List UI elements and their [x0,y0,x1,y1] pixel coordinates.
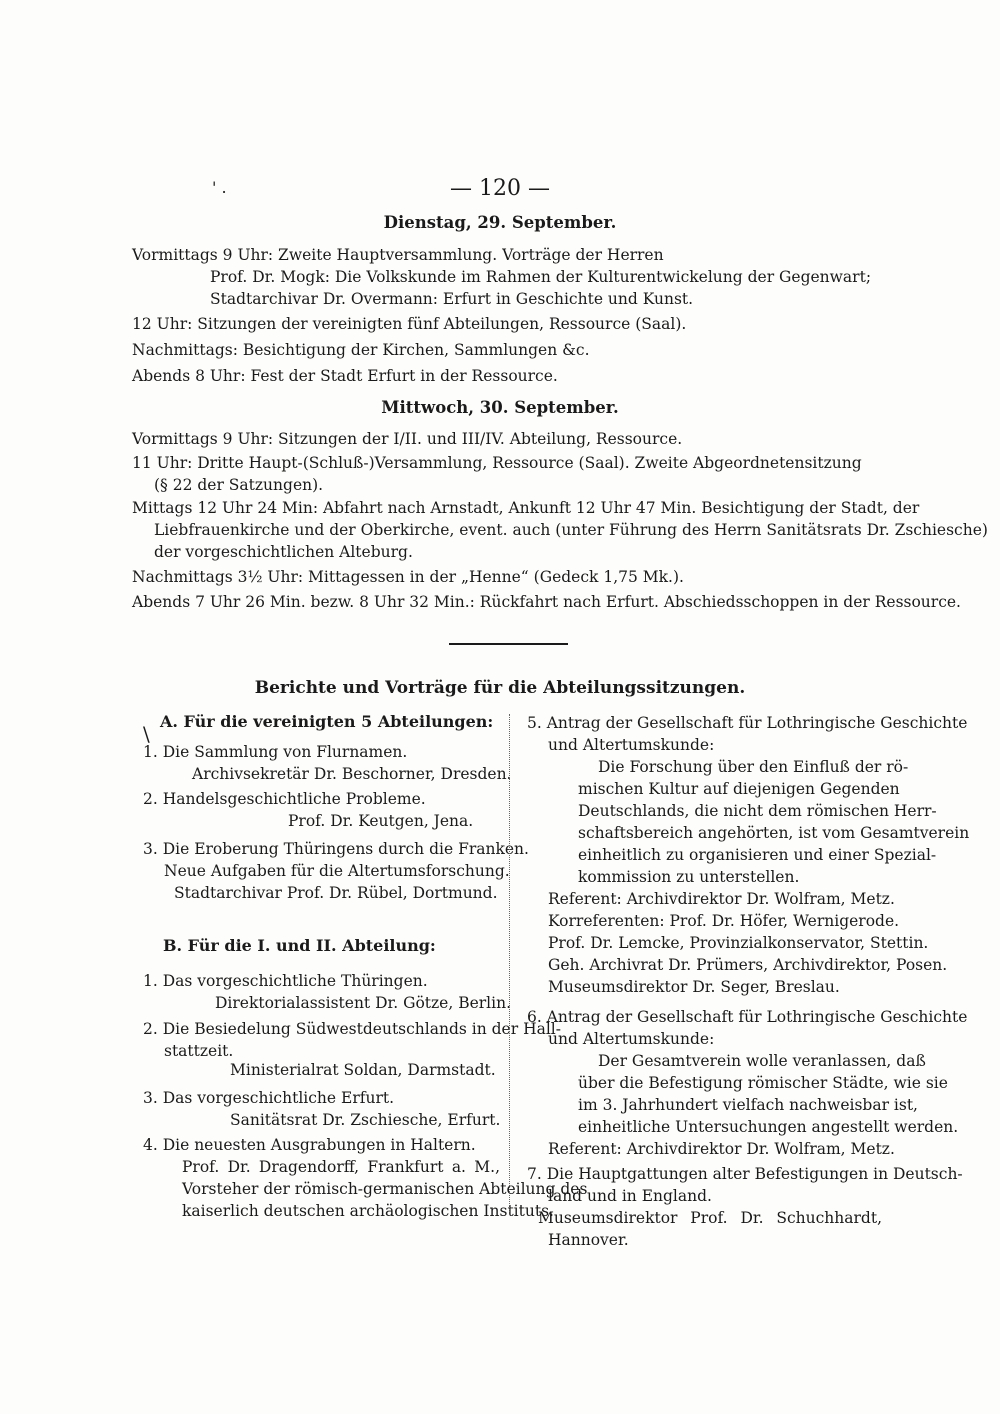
wednesday-line: Liebfrauenkirche und der Oberkirche, event. auch (unter Führung des Herrn Sanitätsrats Dr. Zschiesche) [154,521,988,539]
margin-mark: ' . [212,178,227,197]
proposal-text: Der Gesamtverein wolle veranlassen, daß [598,1052,926,1070]
list-item: 2. Die Besiedelung Südwestdeutschlands in der Hall- [143,1020,561,1038]
referent-line: Referent: Archivdirektor Dr. Wolfram, Metz. [548,890,895,908]
tuesday-line: Prof. Dr. Mogk: Die Volkskunde im Rahmen der Kulturentwickelung der Gegenwart; [210,268,872,286]
list-item-author: Hannover. [548,1231,629,1249]
proposal-text: mischen Kultur auf diejenigen Gegenden [578,780,900,798]
tuesday-heading: Dienstag, 29. September. [383,213,617,232]
wednesday-line: Vormittags 9 Uhr: Sitzungen der I/II. und III/IV. Abteilung, Ressource. [132,430,683,448]
referent-line: Geh. Archivrat Dr. Prümers, Archivdirektor, Posen. [548,956,948,974]
referent-line: Museumsdirektor Dr. Seger, Breslau. [548,978,840,996]
wednesday-line: (§ 22 der Satzungen). [154,476,324,494]
proposal-text: einheitliche Untersuchungen angestellt werden. [578,1118,959,1136]
proposal-text: einheitlich zu organisieren und einer Spezial- [578,846,937,864]
list-item-author: Prof. Dr. Dragendorff, Frankfurt a. M., [182,1158,500,1176]
column-divider [509,714,510,1212]
section-title: Berichte und Vorträge für die Abteilungssitzungen. [254,678,746,698]
tuesday-line: 12 Uhr: Sitzungen der vereinigten fünf Abteilungen, Ressource (Saal). [132,315,687,333]
proposal-text: Deutschlands, die nicht dem römischen Herr- [578,802,937,820]
wednesday-line: Abends 7 Uhr 26 Min. bezw. 8 Uhr 32 Min.: Rückfahrt nach Erfurt. Abschiedsschoppen in der Ressource. [132,593,961,611]
list-item: 6. Antrag der Gesellschaft für Lothringische Geschichte [527,1008,968,1026]
list-item: 7. Die Hauptgattungen alter Befestigungen in Deutsch- [527,1165,963,1183]
proposal-text: über die Befestigung römischer Städte, wie sie [578,1074,948,1092]
page-number: — 120 — [450,176,550,201]
list-item-author: Archivsekretär Dr. Beschorner, Dresden. [192,765,512,783]
wednesday-line: 11 Uhr: Dritte Haupt-(Schluß-)Versammlung, Ressource (Saal). Zweite Abgeordnetensitzung [132,454,862,472]
margin-backslash: \ [143,722,150,746]
section-divider [449,643,568,645]
referent-line: Korreferenten: Prof. Dr. Höfer, Wernigerode. [548,912,900,930]
heading-b: B. Für die I. und II. Abteilung: [163,936,436,955]
proposal-text: schaftsbereich angehörten, ist vom Gesamtverein [578,824,970,842]
tuesday-line: Vormittags 9 Uhr: Zweite Hauptversammlung. Vorträge der Herren [132,246,664,264]
proposal-text: Die Forschung über den Einfluß der rö- [598,758,909,776]
list-item: Neue Aufgaben für die Altertumsforschung. [164,862,510,880]
heading-a: A. Für die vereinigten 5 Abteilungen: [160,712,494,731]
list-item-author: Sanitätsrat Dr. Zschiesche, Erfurt. [230,1111,501,1129]
list-item: 1. Das vorgeschichtliche Thüringen. [143,972,428,990]
list-item: und Altertumskunde: [548,1030,715,1048]
list-item: 5. Antrag der Gesellschaft für Lothringische Geschichte [527,714,968,732]
list-item: 3. Das vorgeschichtliche Erfurt. [143,1089,395,1107]
referent-line: Referent: Archivdirektor Dr. Wolfram, Metz. [548,1140,895,1158]
proposal-text: kommission zu unterstellen. [578,868,800,886]
list-item-author: Vorsteher der römisch-germanischen Abteilung des [182,1180,588,1198]
list-item: stattzeit. [164,1042,234,1060]
list-item: 4. Die neuesten Ausgrabungen in Haltern. [143,1136,476,1154]
list-item-author: Museumsdirektor Prof. Dr. Schuchhardt, [538,1209,882,1227]
list-item: land und in England. [548,1187,712,1205]
tuesday-line: Abends 8 Uhr: Fest der Stadt Erfurt in der Ressource. [132,367,558,385]
list-item-author: kaiserlich deutschen archäologischen Instituts. [182,1202,554,1220]
list-item: 1. Die Sammlung von Flurnamen. [143,743,408,761]
tuesday-line: Stadtarchivar Dr. Overmann: Erfurt in Geschichte und Kunst. [210,290,694,308]
wednesday-line: Nachmittags 3½ Uhr: Mittagessen in der „Henne“ (Gedeck 1,75 Mk.). [132,568,684,586]
list-item: und Altertumskunde: [548,736,715,754]
tuesday-line: Nachmittags: Besichtigung der Kirchen, Sammlungen &c. [132,341,590,359]
list-item-author: Direktorialassistent Dr. Götze, Berlin. [215,994,512,1012]
referent-line: Prof. Dr. Lemcke, Provinzialkonservator, Stettin. [548,934,929,952]
list-item-author: Prof. Dr. Keutgen, Jena. [288,812,474,830]
list-item-author: Stadtarchivar Prof. Dr. Rübel, Dortmund. [174,884,498,902]
wednesday-line: Mittags 12 Uhr 24 Min: Abfahrt nach Arnstadt, Ankunft 12 Uhr 47 Min. Besichtigung der Stadt, der [132,499,920,517]
list-item-author: Ministerialrat Soldan, Darmstadt. [230,1061,496,1079]
list-item: 2. Handelsgeschichtliche Probleme. [143,790,426,808]
wednesday-heading: Mittwoch, 30. September. [381,398,619,417]
wednesday-line: der vorgeschichtlichen Alteburg. [154,543,413,561]
list-item: 3. Die Eroberung Thüringens durch die Franken. [143,840,529,858]
proposal-text: im 3. Jahrhundert vielfach nachweisbar ist, [578,1096,918,1114]
